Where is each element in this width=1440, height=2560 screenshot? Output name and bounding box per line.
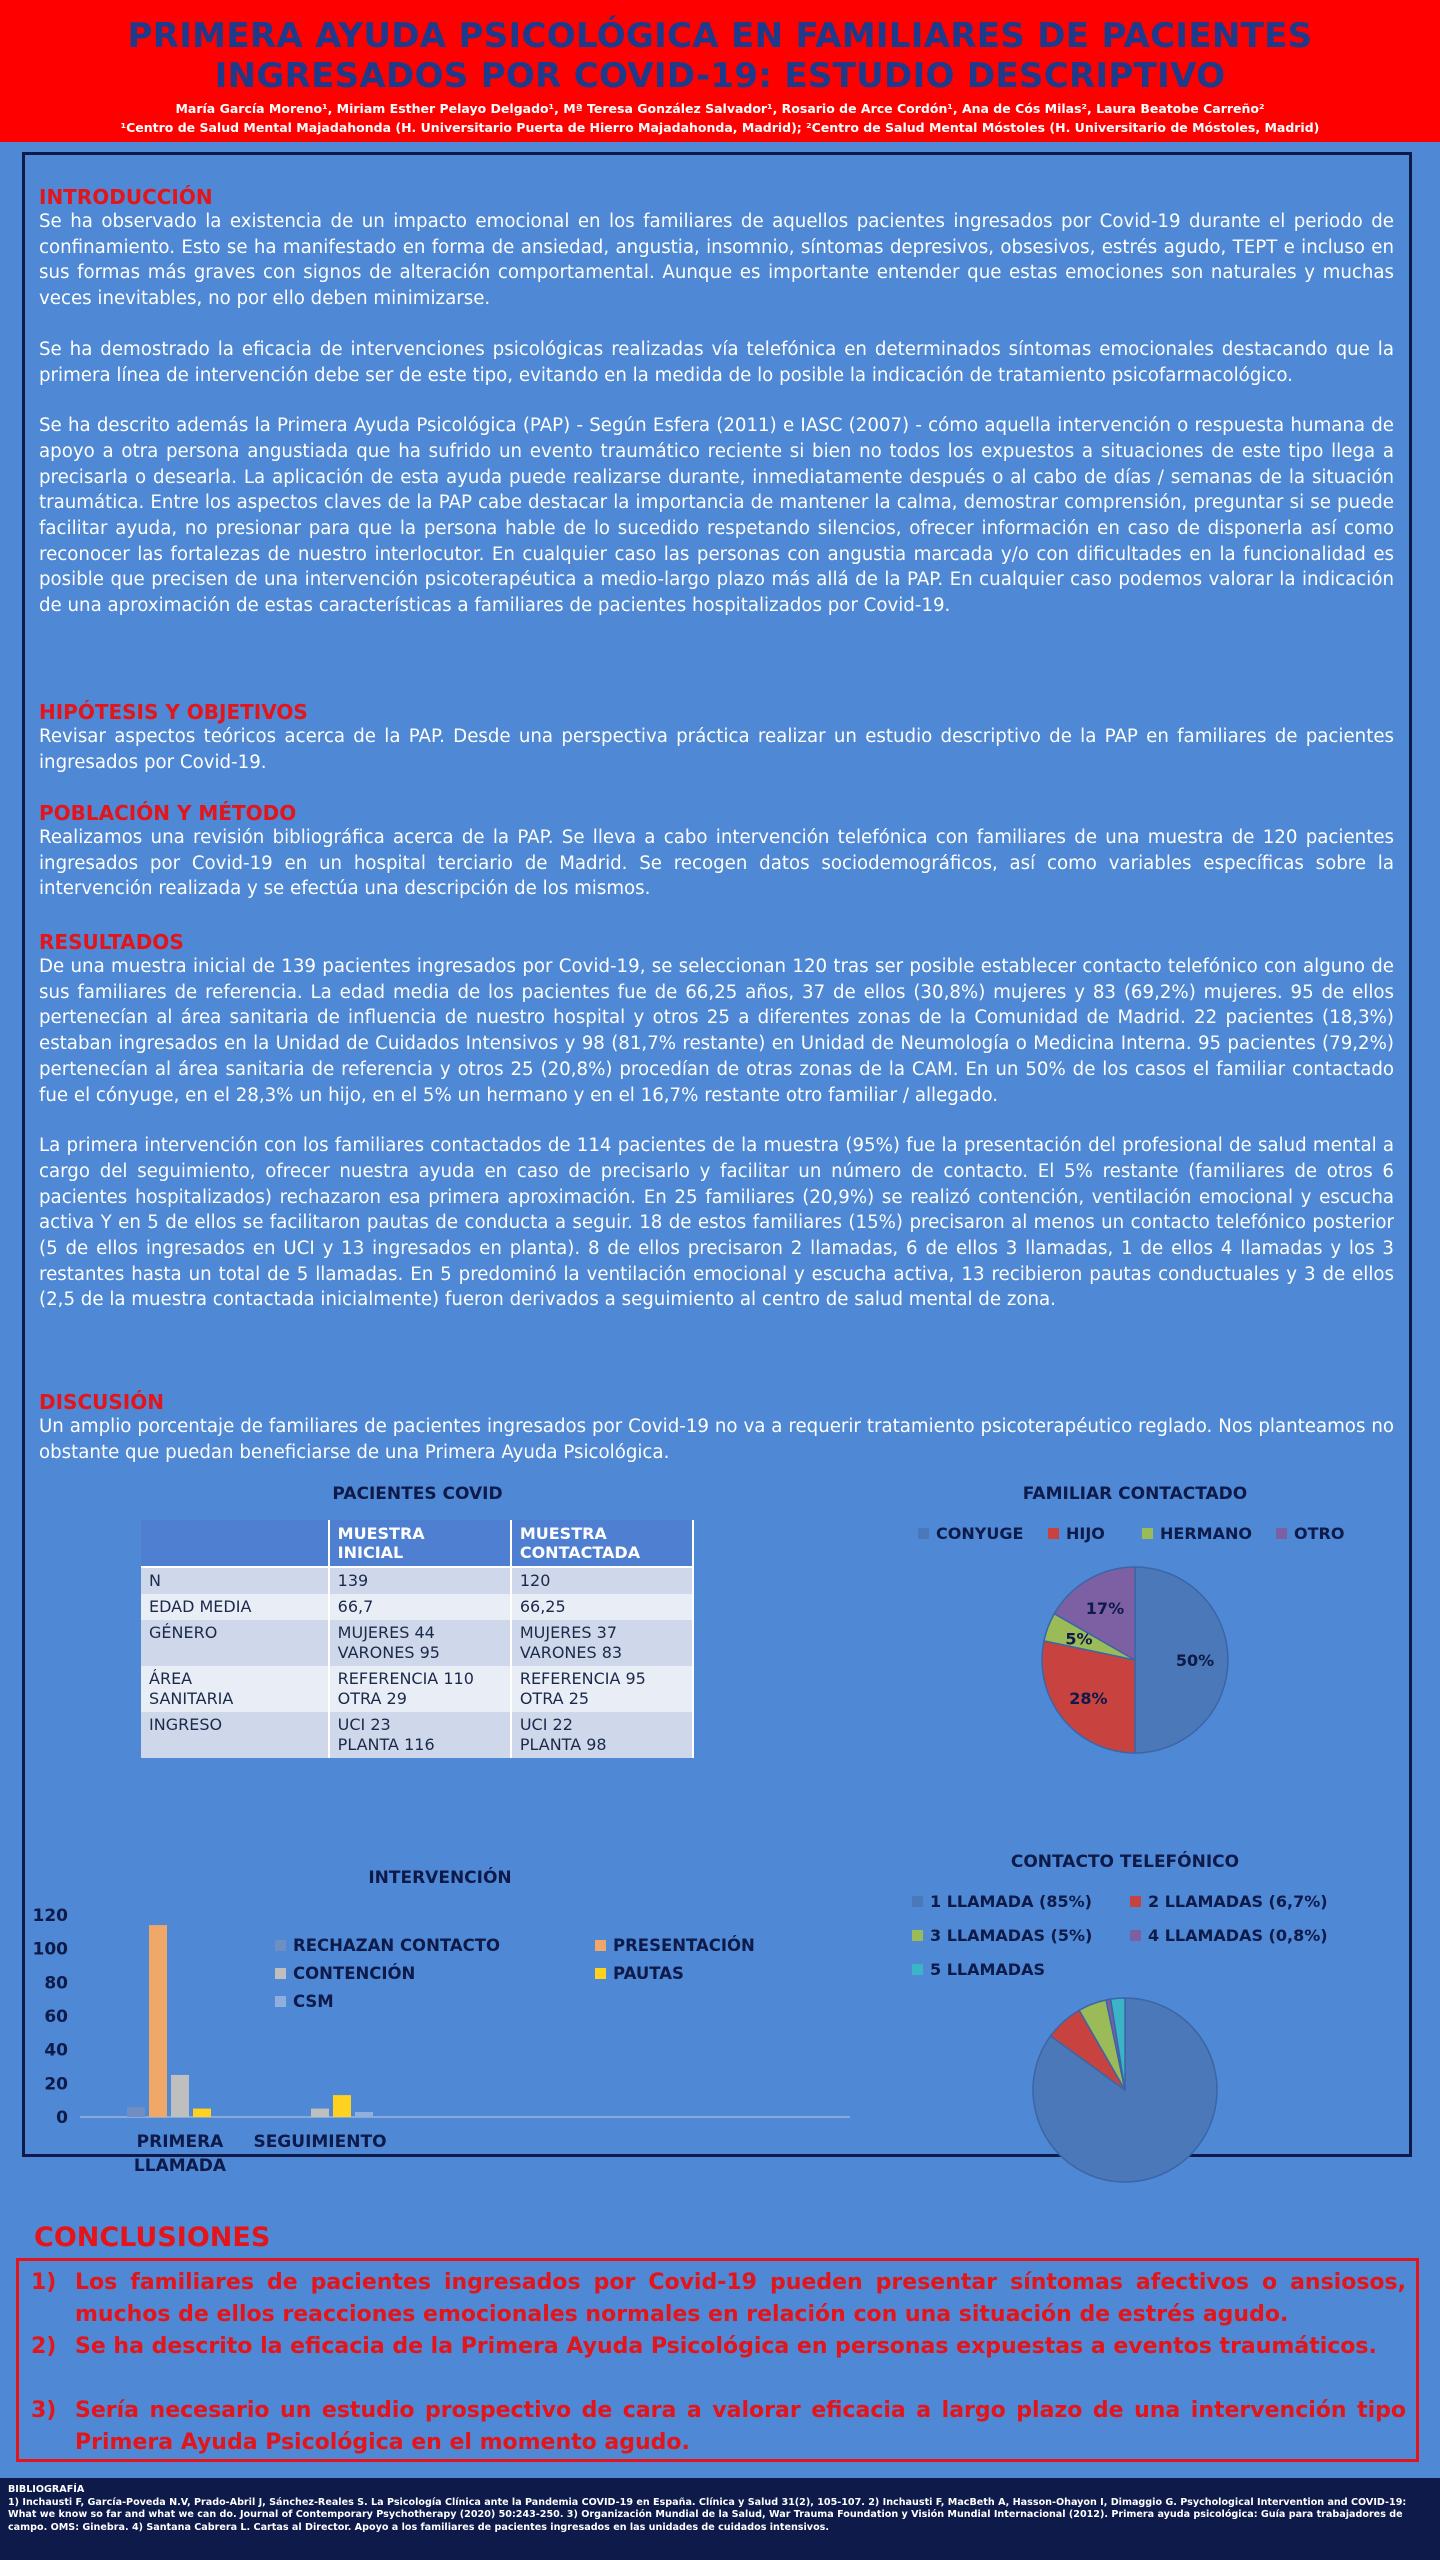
legend-swatch	[595, 1940, 606, 1951]
table-header-cell	[141, 1520, 329, 1567]
conclusions-title: CONCLUSIONES	[34, 2222, 271, 2253]
legend-swatch	[275, 1996, 286, 2007]
table-header-cell: MUESTRA CONTACTADA	[511, 1520, 693, 1567]
table-header-cell: MUESTRA INICIAL	[329, 1520, 511, 1567]
conclusion-number: 2)	[31, 2334, 57, 2359]
legend-item	[1130, 1892, 1328, 1911]
legend-swatch	[1142, 1528, 1153, 1539]
bibliography	[0, 2478, 1440, 2560]
bar	[311, 2109, 329, 2117]
poster-header	[0, 0, 1440, 142]
legend-label: 5 LLAMADAS	[930, 1960, 1045, 1979]
covid-patients-table	[141, 1520, 694, 1758]
bar-intervention-title: INTERVENCIÓN	[368, 1868, 512, 1888]
legend-swatch	[1276, 1528, 1287, 1539]
conclusion-item-3	[31, 2395, 1406, 2459]
affiliations: ¹Centro de Salud Mental Majadahonda (H. Universitario Puerta de Hierro Majadahonda, Madrid); ²Centro de Salud Mental Móstoles (H. Universitario de Móstoles, Madrid)	[120, 120, 1320, 135]
y-tick-label: 60	[44, 2007, 68, 2027]
table-row	[141, 1594, 693, 1620]
legend-item	[1142, 1524, 1252, 1543]
conclusion-text: Se ha descrito la eficacia de la Primera Ayuda Psicológica en personas expuestas a eventos traumáticos.	[75, 2334, 1377, 2359]
conclusion-item-1	[31, 2267, 1406, 2331]
legend-label: PRESENTACIÓN	[613, 1936, 755, 1955]
x-tick-label: SEGUIMIENTO	[253, 2132, 387, 2152]
y-tick-label: 120	[32, 1906, 68, 1926]
bar	[149, 1925, 167, 2117]
table-cell: UCI 22 PLANTA 98	[511, 1712, 693, 1758]
legend-swatch	[912, 1930, 923, 1941]
table-row	[141, 1567, 693, 1594]
legend-swatch	[918, 1528, 929, 1539]
legend-label: CONTENCIÓN	[293, 1964, 416, 1983]
table-cell: REFERENCIA 95 OTRA 25	[511, 1666, 693, 1712]
hypothesis-title: HIPÓTESIS Y OBJETIVOS	[39, 700, 308, 724]
legend-label: RECHAZAN CONTACTO	[293, 1936, 501, 1955]
poster-title: PRIMERA AYUDA PSICOLÓGICA EN FAMILIARES DE PACIENTES INGRESADOS POR COVID-19: ESTUDIO DESCRIPTIVO	[127, 16, 1313, 96]
legend-swatch	[912, 1896, 923, 1907]
table-row	[141, 1620, 693, 1666]
legend-swatch	[275, 1940, 286, 1951]
authors: María García Moreno¹, Miriam Esther Pelayo Delgado¹, Mª Teresa González Salvador¹, Rosario de Arce Cordón¹, Ana de Cós Milas², Laura Beatobe Carreño²	[175, 101, 1265, 116]
bar	[193, 2109, 211, 2117]
legend-swatch	[1130, 1896, 1141, 1907]
hypothesis-section	[39, 700, 1394, 775]
table-cell: 66,25	[511, 1594, 693, 1620]
legend-item	[918, 1524, 1023, 1543]
legend-label: 3 LLAMADAS (5%)	[930, 1926, 1093, 1945]
bibliography-title: BIBLIOGRAFÍA	[8, 2484, 85, 2495]
hypothesis-paragraph: Revisar aspectos teóricos acerca de la PAP. Desde una perspectiva práctica realizar un estudio descriptivo de la PAP en familiares de pacientes ingresados por Covid-19.	[39, 726, 1394, 773]
legend-label: CSM	[293, 1992, 334, 2011]
method-paragraph: Realizamos una revisión bibliográfica acerca de la PAP. Se lleva a cabo intervención telefónica con familiares de una muestra de 120 pacientes ingresados por Covid-19 en un hospital terciario de Madrid. Se recogen datos sociodemográficos, así como variables específicas sobre la intervención realizada y se efectúa una descripción de los mismos.	[39, 827, 1394, 900]
table-cell: INGRESO	[141, 1712, 329, 1758]
intro-paragraph-2: Se ha demostrado la eficacia de intervenciones psicológicas realizadas vía telefónica en determinados síntomas emocionales destacando que la primera línea de intervención debe ser de este tipo, evitando en la medida de lo posible la indicación de tratamiento psicofarmacológico.	[39, 338, 1394, 386]
pie-family-legend	[918, 1524, 1388, 1548]
x-tick-label: LLAMADA	[133, 2156, 227, 2176]
method-title: POBLACIÓN Y MÉTODO	[39, 801, 297, 825]
table-cell: ÁREA SANITARIA	[141, 1666, 329, 1712]
legend-swatch	[1048, 1528, 1059, 1539]
y-tick-label: 20	[44, 2074, 68, 2095]
discussion-title: DISCUSIÓN	[39, 1390, 164, 1414]
table-cell: N	[141, 1567, 329, 1594]
table-header-row	[141, 1520, 693, 1567]
y-tick-label: 40	[44, 2040, 68, 2061]
y-tick-label: 100	[32, 1939, 68, 1960]
conclusion-number: 1)	[31, 2270, 57, 2295]
table-row	[141, 1712, 693, 1758]
table-cell: 66,7	[329, 1594, 511, 1620]
legend-label: 2 LLAMADAS (6,7%)	[1148, 1892, 1328, 1911]
y-tick-label: 0	[56, 2108, 68, 2128]
legend-item	[912, 1960, 1045, 1979]
intro-title: INTRODUCCIÓN	[39, 185, 213, 209]
pie-family-title: FAMILIAR CONTACTADO	[1022, 1484, 1248, 1504]
table-cell: MUJERES 37 VARONES 83	[511, 1620, 693, 1666]
legend-label: 1 LLAMADA (85%)	[930, 1892, 1092, 1911]
legend-swatch	[275, 1968, 286, 1979]
conclusion-text: Los familiares de pacientes ingresados por Covid-19 pueden presentar síntomas afectivos o ansiosos, muchos de ellos reacciones emocionales normales en relación con una situación de estrés agudo.	[75, 2270, 1406, 2327]
covid-table-title: PACIENTES COVID	[332, 1484, 503, 1504]
discussion-section	[39, 1390, 1394, 1465]
legend-label: OTRO	[1294, 1524, 1345, 1543]
pie-phone-title: CONTACTO TELEFÓNICO	[1010, 1852, 1240, 1872]
pie-data-label: 5%	[1065, 1629, 1093, 1649]
legend-swatch	[595, 1968, 606, 1979]
intro-paragraph-3: Se ha descrito además la Primera Ayuda Psicológica (PAP) - Según Esfera (2011) e IASC (2007) - cómo aquella intervención o respuesta humana de apoyo a otra persona angustiada que ha sufrido un evento traumático reciente si bien no todos los expuestos a situaciones de este tipo llega a precisarla o desearla. La aplicación de esta ayuda puede realizarse durante, inmediatamente después o al cabo de días / semanas de la situación traumática. Entre los aspectos claves de la PAP cabe destacar la importancia de mantener la calma, demostrar comprensión, preguntar si se puede facilitar ayuda, no presionar para que la persona hable de lo sucedido respetando silencios, ofrecer información en caso de disponerla así como reconocer las fortalezas de nuestro interlocutor. En cualquier caso las personas con angustia marcada y/o con dificultades en la funcionalidad es posible que precisen de una intervención psicoterapéutica a medio-largo plazo más allá de la PAP. En cualquier caso podemos valorar la indicación de una aproximación de estas características a familiares de pacientes hospitalizados por Covid-19.	[39, 415, 1394, 617]
pie-phone-legend	[912, 1892, 1392, 1979]
results-paragraph-1: De una muestra inicial de 139 pacientes ingresados por Covid-19, se seleccionan 120 tras ser posible establecer contacto telefónico con alguno de sus familiares de referencia. La edad media de los pacientes fue de 66,25 años, 37 de ellos (30,8%) mujeres y 83 (69,2%) mujeres. 95 de ellos pertenecían al área sanitaria de influencia de nuestro hospital y otros 25 a diferentes zonas de la Comunidad de Madrid. 22 pacientes (18,3%) estaban ingresados en la Unidad de Cuidados Intensivos y 98 (81,7% restante) en Unidad de Neumología o Medicina Interna. 95 pacientes (79,2%) pertenecían al área sanitaria de referencia y otros 25 (20,8%) procedían de otras zonas de la CAM. En un 50% de los casos el familiar contactado fue el cónyuge, en el 28,3% un hijo, en el 5% un hermano y en el 16,7% restante otro familiar / allegado.	[39, 956, 1394, 1106]
intro-paragraph-1: Se ha observado la existencia de un impacto emocional en los familiares de aquellos pacientes ingresados por Covid-19 durante el periodo de confinamiento. Esto se ha manifestado en forma de ansiedad, angustia, insomnio, síntomas depresivos, obsesivos, estrés agudo, TEPT e incluso en sus formas más graves con signos de alteración comportamental. Aunque es importante entender que estas emociones son naturales y muchas veces inevitables, no por ello deben minimizarse.	[39, 211, 1394, 310]
table-row	[141, 1666, 693, 1712]
x-tick-label: PRIMERA	[136, 2132, 224, 2152]
y-tick-label: 80	[44, 1973, 68, 1994]
results-title: RESULTADOS	[39, 930, 184, 954]
table-cell: GÉNERO	[141, 1620, 329, 1666]
conclusion-number: 3)	[31, 2398, 57, 2423]
discussion-paragraph: Un amplio porcentaje de familiares de pacientes ingresados por Covid-19 no va a requerir tratamiento psicoterapéutico reglado. Nos planteamos no obstante que puedan beneficiarse de una Primera Ayuda Psicológica.	[39, 1416, 1394, 1463]
pie-data-label: 28%	[1069, 1688, 1108, 1708]
bar	[127, 2107, 145, 2117]
legend-swatch	[1130, 1930, 1141, 1941]
results-paragraph-2: La primera intervención con los familiares contactados de 114 pacientes de la muestra (95%) fue la presentación del profesional de salud mental a cargo del seguimiento, ofrecer nuestra ayuda en caso de precisarlo y facilitar un número de contacto. El 5% restante (familiares de otros 6 pacientes hospitalizados) rechazaron esa primera aproximación. En 25 familiares (20,9%) se realizó contención, ventilación emocional y escucha activa Y en 5 de ellos se facilitaron pautas de conducta a seguir. 18 de estos familiares (15%) precisaron al menos un contacto telefónico posterior (5 de ellos ingresados en UCI y 13 ingresados en planta). 8 de ellos precisaron 2 llamadas, 6 de ellos 3 llamadas, 1 de ellos 4 llamadas y los 3 restantes hasta un total de 5 llamadas. En 5 predominó la ventilación emocional y escucha activa, 13 recibieron pautas conductuales y 3 de ellos (2,5 de la muestra contactada inicialmente) fueron derivados a seguimiento al centro de salud mental de zona.	[39, 1135, 1394, 1311]
intro-section	[39, 185, 1394, 619]
bar	[171, 2075, 189, 2117]
results-section	[39, 930, 1394, 1313]
table-cell: UCI 23 PLANTA 116	[329, 1712, 511, 1758]
conclusions-box	[16, 2258, 1419, 2462]
conclusion-item-2	[31, 2331, 1406, 2395]
legend-item	[912, 1892, 1092, 1911]
legend-label: 4 LLAMADAS (0,8%)	[1148, 1926, 1328, 1945]
table-cell: EDAD MEDIA	[141, 1594, 329, 1620]
legend-item	[1276, 1524, 1344, 1543]
legend-label: CONYUGE	[936, 1524, 1024, 1543]
legend-label: HIJO	[1066, 1524, 1105, 1543]
bar	[333, 2095, 351, 2117]
legend-item	[1130, 1926, 1328, 1945]
pie-family-chart	[1010, 1560, 1260, 1760]
table-cell: 139	[329, 1567, 511, 1594]
legend-item	[912, 1926, 1092, 1945]
bibliography-text: 1) Inchausti F, García-Poveda N.V, Prado-Abril J, Sánchez-Reales S. La Psicología Clínica ante la Pandemia COVID-19 en España. Clínica y Salud 31(2), 105-107. 2) Inchausti F, MacBeth A, Hasson-Ohayon I, Dimaggio G. Psychological Intervention and COVID-19: What we know so far and what we can do. Journal of Contemporary Psychotherapy (2020) 50:243-250. 3) Organización Mundial de la Salud, War Trauma Foundation y Visión Mundial Internacional (2012). Primera ayuda psicológica: Guía para trabajadores de campo. OMS: Ginebra. 4) Santana Cabrera L. Cartas al Director. Apoyo a los familiares de pacientes ingresados en las unidades de cuidados intensivos.	[8, 2496, 1407, 2533]
table-cell: MUJERES 44 VARONES 95	[329, 1620, 511, 1666]
bar-intervention-chart	[20, 1895, 860, 2185]
conclusion-text: Sería necesario un estudio prospectivo de cara a valorar eficacia a largo plazo de una intervención tipo Primera Ayuda Psicológica en el momento agudo.	[75, 2398, 1406, 2455]
pie-data-label: 50%	[1175, 1651, 1215, 1670]
pie-data-label: 17%	[1085, 1599, 1125, 1619]
bar	[355, 2112, 373, 2117]
legend-label: HERMANO	[1160, 1524, 1252, 1543]
pie-phone-chart	[1010, 1990, 1250, 2190]
legend-item	[1048, 1524, 1105, 1543]
table-cell: 120	[511, 1567, 693, 1594]
table-cell: REFERENCIA 110 OTRA 29	[329, 1666, 511, 1712]
method-section	[39, 801, 1394, 902]
legend-swatch	[912, 1964, 923, 1975]
legend-label: PAUTAS	[613, 1964, 684, 1983]
